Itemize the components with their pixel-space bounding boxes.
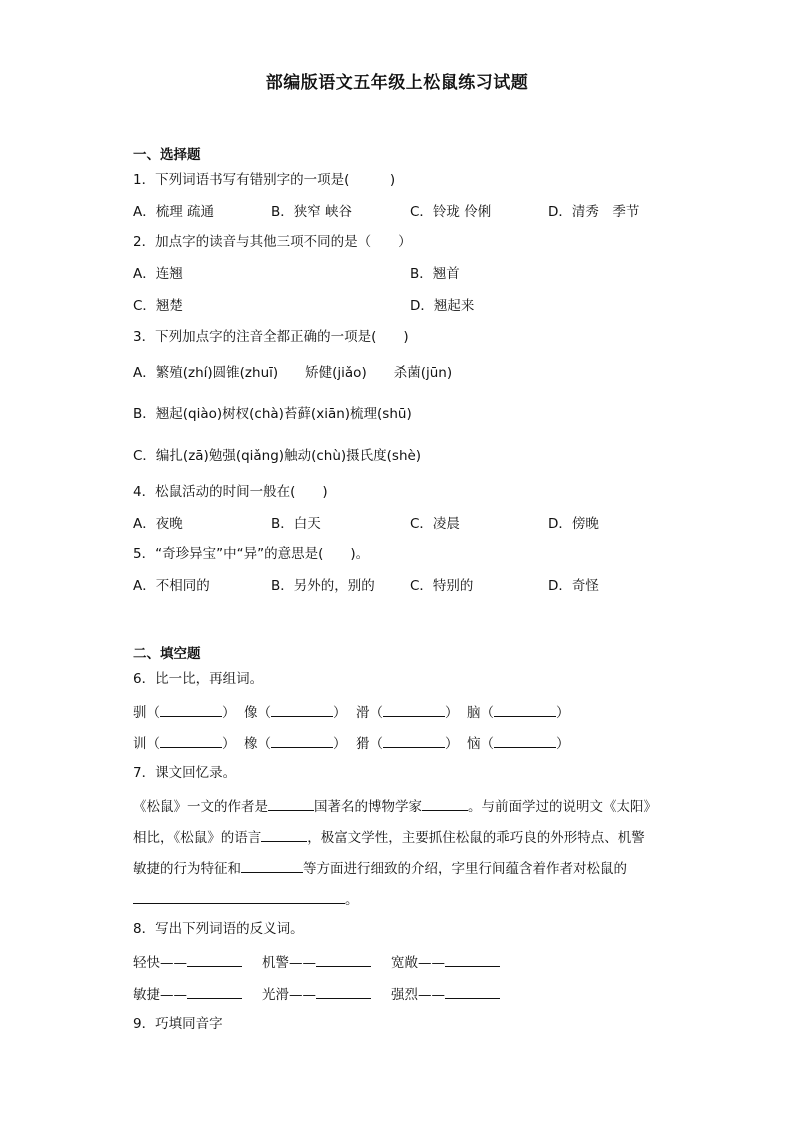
- open-paren: （: [480, 736, 494, 752]
- q7-text: 相比，《松鼠》的语言: [133, 830, 262, 846]
- q2-option-b: B．翘首: [410, 266, 460, 282]
- open-paren: （: [480, 705, 494, 721]
- q4-option-c: C．凌晨: [410, 516, 460, 532]
- answer-blank[interactable]: [494, 702, 556, 717]
- q6-char: 脑: [467, 705, 481, 721]
- answer-blank[interactable]: [316, 952, 371, 967]
- q5-option-c: C．特别的: [410, 578, 474, 594]
- q4-option-b: B．白天: [271, 516, 321, 532]
- answer-blank[interactable]: [187, 952, 242, 967]
- section-heading-choice: 一、选择题: [133, 147, 201, 163]
- q8-item-1: [133, 952, 242, 972]
- q5-option-a: A．不相同的: [133, 578, 210, 594]
- answer-blank[interactable]: [494, 733, 556, 748]
- q6-char: 滑: [356, 705, 370, 721]
- question-1-stem: 1．下列词语书写有错别字的一项是( ): [133, 172, 396, 188]
- q4-option-a: A．夜晚: [133, 516, 183, 532]
- open-paren: （: [146, 705, 160, 721]
- answer-blank[interactable]: [383, 702, 445, 717]
- q6-pair-1: [133, 702, 236, 722]
- answer-blank[interactable]: [383, 733, 445, 748]
- q6-char: 猾: [356, 736, 370, 752]
- q6-pair-3: [356, 702, 459, 722]
- q7-line-4: [133, 889, 359, 909]
- q8-item-3: [391, 952, 500, 972]
- q6-char: 驯: [133, 705, 147, 721]
- q6-pair-8: [467, 733, 570, 753]
- open-paren: （: [369, 736, 383, 752]
- question-7-stem: 7．课文回忆录。: [133, 765, 237, 781]
- q7-text: 等方面进行细致的介绍，字里行间蕴含着作者对松鼠的: [303, 861, 627, 877]
- open-paren: （: [257, 736, 271, 752]
- q8-word: 敏捷——: [133, 987, 187, 1003]
- answer-blank[interactable]: [445, 952, 500, 967]
- q7-text: 敏捷的行为特征和: [133, 861, 241, 877]
- question-5-stem: 5．“奇珍异宝”中“异”的意思是( )。: [133, 546, 370, 562]
- q7-line-3: [133, 858, 627, 878]
- q6-pair-4: [467, 702, 570, 722]
- open-paren: （: [146, 736, 160, 752]
- close-paren: ）: [222, 705, 236, 721]
- q8-item-4: [133, 984, 242, 1004]
- q5-option-d: D．奇怪: [548, 578, 599, 594]
- q6-pair-6: [244, 733, 347, 753]
- q7-line-1: [133, 796, 657, 816]
- q8-item-2: [262, 952, 371, 972]
- q2-option-a: A．连翘: [133, 266, 183, 282]
- q7-text: 。: [345, 892, 359, 908]
- q1-option-a: A．梳理 疏通: [133, 204, 215, 220]
- q8-word: 轻快——: [133, 955, 187, 971]
- q4-option-d: D．傍晚: [548, 516, 599, 532]
- close-paren: ）: [445, 705, 459, 721]
- answer-blank[interactable]: [160, 733, 222, 748]
- q1-option-b: B．狭窄 峡谷: [271, 204, 353, 220]
- question-6-stem: 6．比一比，再组词。: [133, 671, 264, 687]
- q6-pair-7: [356, 733, 459, 753]
- q3-option-c: C．编扎(zā)勉强(qiǎng)触动(chù)摄氏度(shè): [133, 448, 422, 464]
- q5-option-b: B．另外的，别的: [271, 578, 375, 594]
- answer-blank[interactable]: [241, 858, 303, 873]
- q3-option-a: A．繁殖(zhí)圆锥(zhuī) 矫健(jiǎo) 杀菌(jūn): [133, 365, 453, 381]
- section-heading-fill: 二、填空题: [133, 646, 201, 662]
- q7-text: 《松鼠》一文的作者是: [133, 799, 268, 815]
- q6-pair-5: [133, 733, 236, 753]
- q2-option-c: C．翘楚: [133, 298, 183, 314]
- answer-blank[interactable]: [445, 984, 500, 999]
- q8-item-6: [391, 984, 500, 1004]
- open-paren: （: [257, 705, 271, 721]
- q1-option-d: D．清秀 季节: [548, 204, 640, 220]
- answer-blank[interactable]: [271, 702, 333, 717]
- q6-char: 训: [133, 736, 147, 752]
- answer-blank[interactable]: [261, 827, 307, 842]
- question-9-stem: 9．巧填同音字: [133, 1016, 223, 1032]
- question-2-stem: 2．加点字的读音与其他三项不同的是（ ）: [133, 234, 412, 250]
- open-paren: （: [369, 705, 383, 721]
- answer-blank[interactable]: [268, 796, 314, 811]
- question-4-stem: 4．松鼠活动的时间一般在( ): [133, 484, 328, 500]
- q6-char: 橡: [244, 736, 258, 752]
- q7-text: 。与前面学过的说明文《太阳》: [468, 799, 657, 815]
- q1-option-c: C．铃珑 伶俐: [410, 204, 492, 220]
- q6-char: 像: [244, 705, 258, 721]
- q8-word: 光滑——: [262, 987, 316, 1003]
- answer-blank[interactable]: [422, 796, 468, 811]
- q8-word: 宽敞——: [391, 955, 445, 971]
- question-3-stem: 3．下列加点字的注音全都正确的一项是( ): [133, 329, 409, 345]
- close-paren: ）: [445, 736, 459, 752]
- q7-text: ，极富文学性，主要抓住松鼠的乖巧良的外形特点、机警: [307, 830, 645, 846]
- q8-word: 强烈——: [391, 987, 445, 1003]
- q7-line-2: [133, 827, 645, 847]
- question-8-stem: 8．写出下列词语的反义词。: [133, 921, 304, 937]
- q6-pair-2: [244, 702, 347, 722]
- answer-blank[interactable]: [160, 702, 222, 717]
- close-paren: ）: [333, 705, 347, 721]
- q6-char: 恼: [467, 736, 481, 752]
- close-paren: ）: [556, 736, 570, 752]
- q7-text: 国著名的博物学家: [314, 799, 422, 815]
- q8-item-5: [262, 984, 371, 1004]
- q8-word: 机警——: [262, 955, 316, 971]
- q3-option-b: B．翘起(qiào)树杈(chà)苔藓(xiān)梳理(shū): [133, 406, 412, 422]
- page-title: 部编版语文五年级上松鼠练习试题: [265, 73, 529, 93]
- answer-blank[interactable]: [133, 889, 345, 904]
- close-paren: ）: [333, 736, 347, 752]
- answer-blank[interactable]: [316, 984, 371, 999]
- answer-blank[interactable]: [271, 733, 333, 748]
- answer-blank[interactable]: [187, 984, 242, 999]
- close-paren: ）: [556, 705, 570, 721]
- close-paren: ）: [222, 736, 236, 752]
- q2-option-d: D．翘起来: [410, 298, 475, 314]
